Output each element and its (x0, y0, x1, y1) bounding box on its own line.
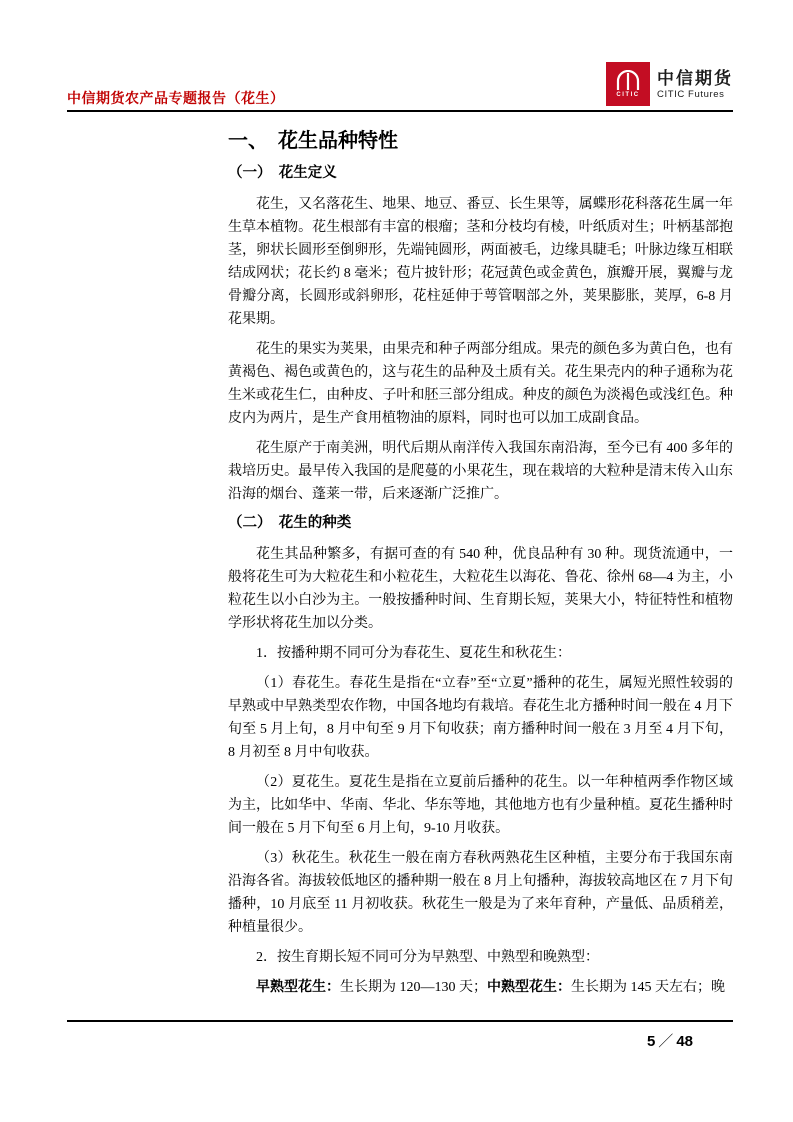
list-item-spring-peanut: （1）春花生。春花生是指在“立春”至“立夏”播种的花生，属短光照性较弱的早熟或中早熟类型农作物，中国各地均有栽培。春花生北方播种时间一般在 4 月下旬至 5 月上旬，8 月中旬至 9 月下旬收获；南方播种时间一般在 3 月至 4 月下旬，8 月初至 8 月中旬收获。 (228, 676, 733, 760)
header-divider (67, 110, 733, 112)
list-item-autumn-peanut: （3）秋花生。秋花生一般在南方春秋两熟花生区种植，主要分布于我国东南沿海各省。海拔较低地区的播种期一般在 8 月上旬播种，海拔较高地区在 7 月下旬播种，10 月底至 11 月初收获。秋花生一般是为了来年育种，产量低、品质稍差，种植量很少。 (228, 851, 733, 935)
page-total: 48 (676, 1033, 693, 1050)
report-title: 中信期货农产品专题报告（花生） (67, 90, 285, 106)
footer-divider (67, 1020, 733, 1022)
citic-logo-wordmark: CITIC (616, 92, 640, 98)
list-item-summer-peanut: （2）夏花生。夏花生是指在立夏前后播种的花生。以一年种植两季作物区域为主，比如华中、华南、华北、华东等地，其他地方也有少量种植。夏花生播种时间一般在 5 月下旬至 6 月上旬，9-10 月收获。 (228, 775, 733, 836)
paragraph-definition-2: 花生的果实为荚果，由果壳和种子两部分组成。果壳的颜色多为黄白色，也有黄褐色、褐色或黄色的，这与花生的品种及土质有关。花生果壳内的种子通称为花生米或花生仁，由种皮、子叶和胚三部分组成。种皮的颜色为淡褐色或浅红色。种皮内为两片，是生产食用植物油的原料，同时也可以加工成副食品。 (228, 342, 733, 426)
subsection-heading-definition: （一） 花生定义 (228, 165, 337, 181)
list-title-growth-period: 2．按生育期长短不同可分为早熟型、中熟型和晚熟型： (256, 950, 599, 965)
page-number (647, 1030, 693, 1051)
page-current: 5 (646, 1033, 656, 1050)
list-title-sowing-period: 1．按播种期不同可分为春花生、夏花生和秋花生： (256, 646, 571, 661)
paragraph-varieties-intro: 花生其品种繁多，有据可查的有 540 种，优良品种有 30 种。现货流通中，一般将花生可为大粒花生和小粒花生，大粒花生以海花、鲁花、徐州 68—4 为主，小粒花生以小白沙为主。一般按播种时间、生育期长短，荚果大小，特征特性和植物学形状将花生加以分类。 (228, 547, 733, 631)
maturity-text-medium: 生长期为 145 天左右；晚 (571, 980, 725, 995)
citic-futures-logo (606, 62, 733, 106)
paragraph-definition-1: 花生，又名落花生、地果、地豆、番豆、长生果等，属蝶形花科落花生属一年生草本植物。花生根部有丰富的根瘤；茎和分枝均有棱，叶纸质对生；叶柄基部抱茎，卵状长圆形至倒卵形，先端钝圆形，两面被毛，边缘具睫毛；叶脉边缘互相联结成网状；花长约 8 毫米；苞片披针形；花冠黄色或金黄色，旗瓣开展，翼瓣与龙骨瓣分离，长圆形或斜卵形，花柱延伸于萼管咽部之外，荚果膨胀，荚厚，6-8 月花果期。 (228, 197, 733, 327)
brand-text (657, 68, 733, 101)
paragraph-maturity-types (228, 976, 733, 999)
brand-name-en: CITIC Futures (657, 88, 725, 100)
maturity-term-medium: 中熟型花生： (487, 980, 571, 995)
citic-logo-icon (606, 62, 650, 106)
paragraph-definition-3: 花生原产于南美洲，明代后期从南洋传入我国东南沿海，至今已有 400 多年的栽培历史。最早传入我国的是爬蔓的小果花生，现在栽培的大粒种是清末传入山东沿海的烟台、蓬莱一带，后来逐渐广泛推广。 (228, 441, 733, 502)
document-body (228, 128, 733, 1006)
maturity-term-early: 早熟型花生： (256, 980, 340, 995)
page-separator: ／ (658, 1033, 674, 1050)
subsection-heading-varieties: （二） 花生的种类 (228, 515, 352, 531)
brand-name-cn: 中信期货 (657, 68, 733, 88)
maturity-text-early: 生长期为 120—130 天； (340, 980, 487, 995)
section-heading: 一、 花生品种特性 (228, 130, 398, 152)
